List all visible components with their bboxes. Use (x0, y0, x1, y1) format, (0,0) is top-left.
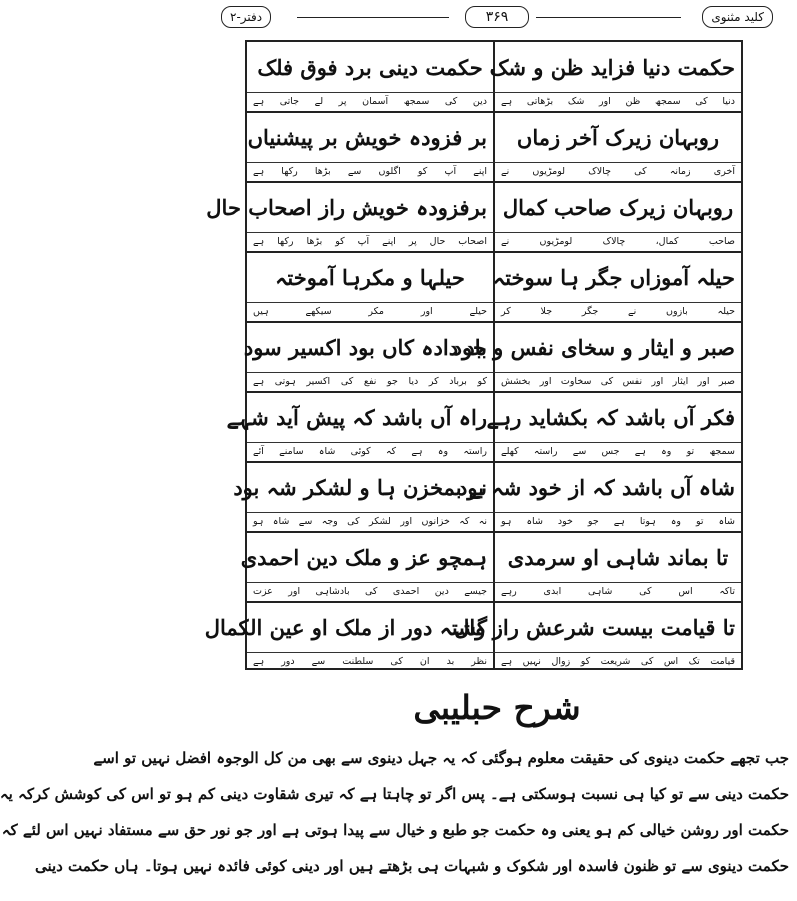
right-translation: صبر اور ایثار اور نفس کی سخاوت اور بخشش (501, 376, 735, 387)
left-verse: باد دادہ کاں بود اکسیر سود (243, 335, 487, 360)
left-verse: بر فزودہ خویش بر پیشنیاں (247, 125, 487, 150)
right-translation: آخری زمانہ کی چالاک لومڑیوں نے (501, 166, 735, 177)
right-verse: شاہ آں باشد کہ از خود شہ بود (458, 475, 735, 500)
right-verse: صبر و ایثار و سخای نفس و جود (452, 335, 735, 360)
couplet-row (247, 112, 741, 182)
left-verse: حکمت دینی برد فوق فلک (257, 55, 483, 80)
right-verse: فکر آں باشد کہ بکشاید رہے (486, 405, 735, 430)
left-translation: دین کی سمجھ آسمان پر لے جاتی ہے (253, 96, 487, 107)
translation-rule (247, 652, 741, 653)
left-verse: گشتہ دور از ملک او عین الکمال (204, 615, 487, 640)
translation-rule (247, 92, 741, 93)
couplet-row (204, 602, 741, 672)
left-verse: راہ آں باشد کہ پیش آید شہے (226, 405, 487, 430)
left-verse: حیلہا و مکرہا آموختہ (275, 265, 465, 290)
left-translation: کو برباد کر دیا جو نفع کی اکسیر ہوتی ہے (253, 376, 487, 387)
left-translation: اصحاب حال پر اپنے آپ کو بڑھا رکھا ہے (253, 236, 487, 247)
book-title: کلید مثنوی (702, 6, 773, 28)
left-translation: نظر بد ان کی سلطنت سے دور ہے (253, 656, 487, 667)
left-verse: ہمچو عز و ملک دین احمدی (240, 545, 487, 570)
header-rule-right (536, 17, 681, 18)
left-verse: برفزودہ خویش راز اصحاب حال (206, 195, 487, 220)
left-translation: جیسے دین احمدی کی بادشاہی اور عزت (253, 586, 487, 597)
couplet-row (247, 42, 741, 112)
right-verse: روبہان زیرک آخر زماں (516, 125, 720, 150)
translation-rule (247, 162, 741, 163)
translation-rule (247, 302, 741, 303)
couplet-row (247, 252, 741, 322)
right-translation: سمجھ تو وہ ہے جس سے راستہ کھلے (501, 446, 735, 457)
translation-rule (247, 582, 741, 583)
commentary-line: حکمت اور روشن خیالی کم ہو یعنی وہ حکمت جو طبع و خیال سے پیدا ہوتی ہے اور جو نور حق سے مستفاد نہیں اس لئے کہ (1, 821, 789, 839)
right-verse: تا قیامت بیست شرعش راز وال (454, 615, 735, 640)
left-verse: نے بمخزن ہا و لشکر شہ بود (233, 475, 487, 500)
commentary-line: جب تجھے حکمت دینوی کی حقیقت معلوم ہوگئی کہ یہ جہل دینوی سے بھی من کل الوجوہ افضل نہیں تو اسے (93, 749, 789, 767)
right-verse: تا بماند شاہی او سرمدی (507, 545, 729, 570)
commentary-line: حکمت دینی سے تو کیا ہی نسبت ہوسکتی ہے۔ پس اگر تو چاہتا ہے کہ تیری شقاوت دینی کم ہو تو اس کی کوشش کرکہ یہ (0, 785, 789, 803)
right-verse: حکمت دنیا فزاید ظن و شک (489, 55, 735, 80)
right-verse: روبہان زیرک صاحب کمال (502, 195, 734, 220)
translation-rule (247, 512, 741, 513)
couplet-row (233, 462, 741, 532)
left-translation: راستہ وہ ہے کہ کوئی شاہ سامنے آئے (253, 446, 487, 457)
page-header (221, 6, 773, 30)
left-translation: حیلے اور مکر سیکھے ہیں (253, 306, 487, 317)
right-translation: حیلہ بازوں نے جگر جلا کر (501, 306, 735, 317)
right-translation: دنیا کی سمجھ ظن اور شک بڑھاتی ہے (501, 96, 735, 107)
right-translation: قیامت تک اس کی شریعت کو زوال نہیں ہے (501, 656, 735, 667)
commentary-paragraph (0, 740, 789, 884)
translation-rule (247, 442, 741, 443)
translation-rule (247, 372, 741, 373)
couplet-row (240, 532, 741, 602)
translation-rule (247, 232, 741, 233)
couplet-row (206, 182, 741, 252)
right-translation: صاحب کمال، چالاک لومڑیوں نے (501, 236, 735, 247)
couplet-row (226, 392, 741, 462)
left-translation: نہ کہ خزانوں اور لشکر کی وجہ سے شاہ ہو (253, 516, 487, 527)
commentary-line: حکمت دینوی سے تو ظنون فاسدہ اور شکوک و شبہات ہی بڑھتے ہیں اور دینی کوئی فائدہ نہیں ہوتا۔ ہاں حکمت دینی (34, 857, 789, 875)
commentary-title: شرح حبلیبی (413, 688, 581, 727)
header-rule-left (297, 17, 449, 18)
poem-table (204, 40, 743, 670)
right-translation: تاکہ اس کی شاہی ابدی رہے (501, 586, 735, 597)
right-translation: شاہ تو وہ ہوتا ہے جو خود شاہ ہو (501, 516, 735, 527)
right-verse: حیلہ آموزاں جگر ہا سوختہ (492, 265, 735, 290)
couplet-row (243, 322, 741, 392)
page-number: ۳۶۹ (465, 6, 529, 28)
volume-label: دفتر-۲ (221, 6, 271, 28)
left-translation: اپنے آپ کو اگلوں سے بڑھا رکھا ہے (253, 166, 487, 177)
